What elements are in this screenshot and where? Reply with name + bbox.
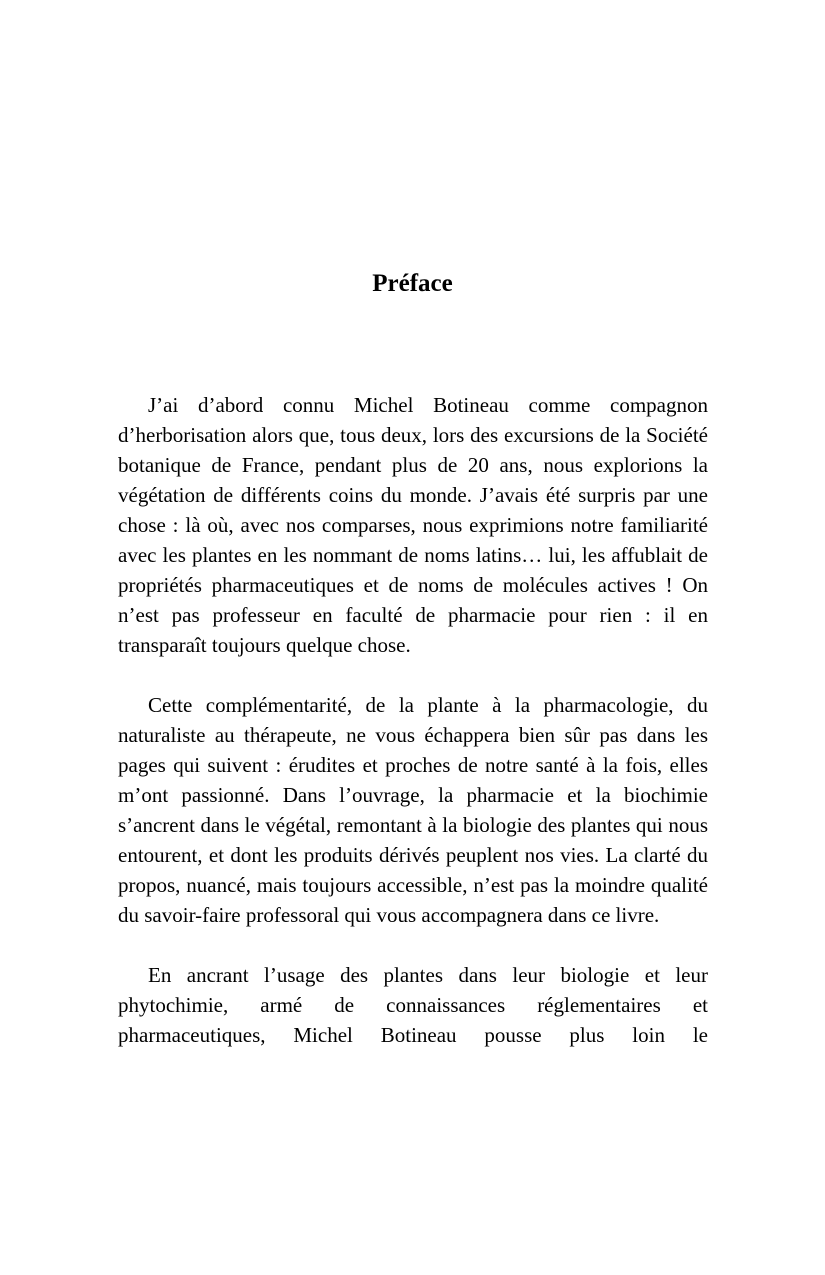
page-title: Préface [372, 270, 453, 297]
paragraph-2: Cette complémentarité, de la plante à la pharmacologie, du naturaliste au thérapeute, ne vous échappera bien sûr pas dans les pages qui suivent : érudites et proches de notre santé à la fois, elles m’ont passionné. Dans l’ouvrage, la pharmacie et la biochimie s’ancrent dans le végétal, remontant à la biologie des plantes qui nous entourent, et dont les produits dérivés peuplent nos vies. La clarté du propos, nuancé, mais toujours accessible, n’est pas la moindre qualité du savoir-faire professoral qui vous accompagnera dans ce livre. [118, 693, 708, 927]
paragraph-1: J’ai d’abord connu Michel Botineau comme compagnon d’herborisation alors que, tous deux, lors des excursions de la Société botanique de France, pendant plus de 20 ans, nous explorions la végétation de différents coins du monde. J’avais été surpris par une chose : là où, avec nos comparses, nous exprimions notre familiarité avec les plantes en les nommant de noms latins… lui, les affublait de propriétés pharmaceutiques et de noms de molécules actives ! On n’est pas professeur en faculté de pharmacie pour rien : il en transparaît toujours quelque chose. [118, 393, 708, 657]
preface-body [118, 390, 708, 1050]
paragraph-3: En ancrant l’usage des plantes dans leur biologie et leur phytochimie, armé de connaissances réglementaires et pharmaceutiques, Michel Botineau pousse plus loin le [118, 963, 708, 1047]
